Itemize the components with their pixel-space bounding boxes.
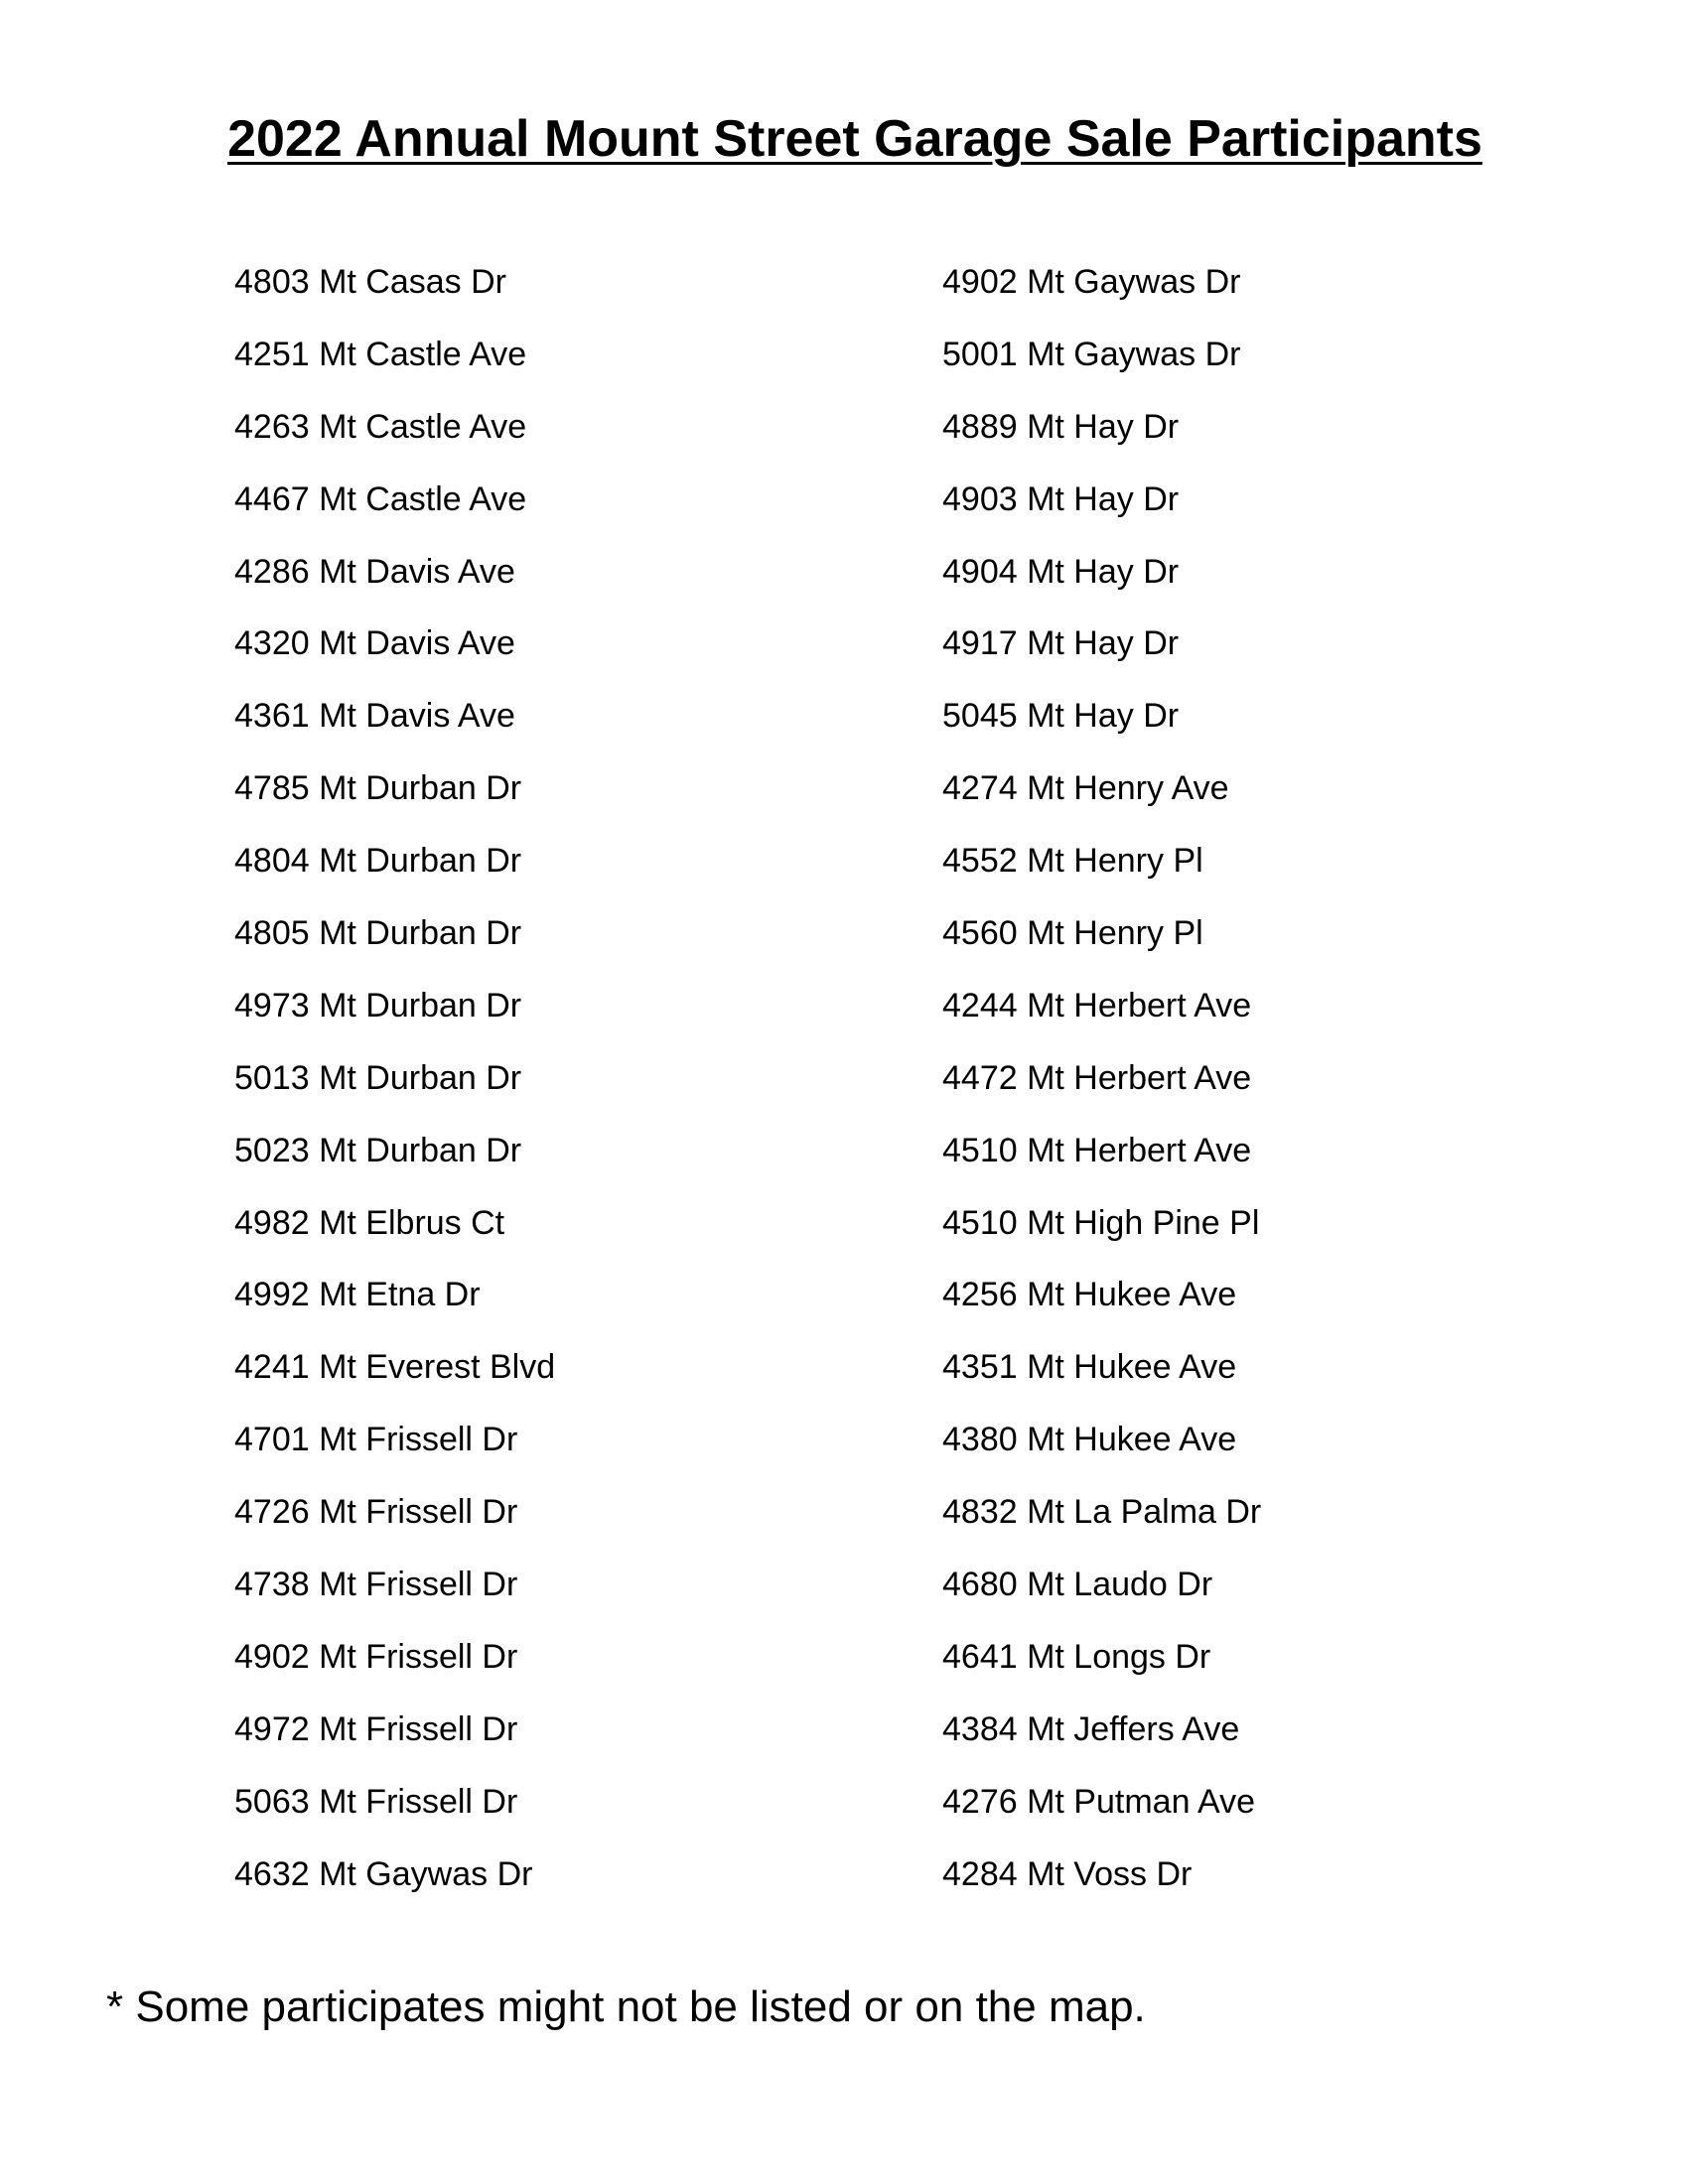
address-item: 4256 Mt Hukee Ave xyxy=(942,1276,1237,1314)
address-item: 5063 Mt Frissell Dr xyxy=(234,1782,518,1821)
address-item: 4804 Mt Durban Dr xyxy=(234,842,522,881)
address-list-right xyxy=(942,256,1261,1920)
address-item: 4917 Mt Hay Dr xyxy=(942,624,1180,663)
address-item: 4384 Mt Jeffers Ave xyxy=(942,1709,1240,1748)
footnote: * Some participates might not be listed or on the map. xyxy=(106,1982,1146,2031)
address-item: 4903 Mt Hay Dr xyxy=(942,479,1180,518)
address-item: 5013 Mt Durban Dr xyxy=(234,1058,522,1097)
address-item: 4472 Mt Herbert Ave xyxy=(942,1058,1252,1097)
address-item: 4632 Mt Gaywas Dr xyxy=(234,1854,533,1893)
address-item: 4803 Mt Casas Dr xyxy=(234,263,506,301)
address-item: 4244 Mt Herbert Ave xyxy=(942,986,1252,1024)
address-item: 4902 Mt Frissell Dr xyxy=(234,1637,518,1676)
address-item: 4832 Mt La Palma Dr xyxy=(942,1493,1262,1532)
address-item: 4510 Mt High Pine Pl xyxy=(942,1203,1260,1242)
address-item: 4992 Mt Etna Dr xyxy=(234,1276,481,1314)
address-item: 4284 Mt Voss Dr xyxy=(942,1854,1193,1893)
address-item: 4320 Mt Davis Ave xyxy=(234,624,515,663)
address-item: 4510 Mt Herbert Ave xyxy=(942,1131,1252,1169)
address-item: 4251 Mt Castle Ave xyxy=(234,335,527,373)
address-item: 4680 Mt Laudo Dr xyxy=(942,1566,1213,1604)
address-list-left xyxy=(234,256,555,1920)
address-item: 5001 Mt Gaywas Dr xyxy=(942,335,1241,373)
address-item: 4701 Mt Frissell Dr xyxy=(234,1421,518,1459)
address-item: 4726 Mt Frissell Dr xyxy=(234,1493,518,1532)
address-item: 4361 Mt Davis Ave xyxy=(234,697,515,736)
address-item: 4380 Mt Hukee Ave xyxy=(942,1421,1237,1459)
address-item: 4286 Mt Davis Ave xyxy=(234,552,515,591)
address-item: 4972 Mt Frissell Dr xyxy=(234,1709,518,1748)
address-item: 5045 Mt Hay Dr xyxy=(942,697,1180,736)
address-item: 4889 Mt Hay Dr xyxy=(942,407,1180,446)
address-item: 4982 Mt Elbrus Ct xyxy=(234,1203,505,1242)
address-item: 4973 Mt Durban Dr xyxy=(234,986,522,1024)
page-title: 2022 Annual Mount Street Garage Sale Participants xyxy=(227,110,1482,168)
address-item: 4805 Mt Durban Dr xyxy=(234,914,522,953)
address-item: 4263 Mt Castle Ave xyxy=(234,407,527,446)
address-item: 4552 Mt Henry Pl xyxy=(942,842,1203,881)
address-item: 4902 Mt Gaywas Dr xyxy=(942,263,1241,301)
address-item: 4738 Mt Frissell Dr xyxy=(234,1566,518,1604)
address-item: 5023 Mt Durban Dr xyxy=(234,1131,522,1169)
address-item: 4241 Mt Everest Blvd xyxy=(234,1348,556,1387)
address-item: 4904 Mt Hay Dr xyxy=(942,552,1180,591)
address-item: 4467 Mt Castle Ave xyxy=(234,479,527,518)
address-item: 4351 Mt Hukee Ave xyxy=(942,1348,1237,1387)
address-item: 4274 Mt Henry Ave xyxy=(942,769,1229,808)
address-item: 4641 Mt Longs Dr xyxy=(942,1637,1211,1676)
address-item: 4560 Mt Henry Pl xyxy=(942,914,1203,953)
address-item: 4785 Mt Durban Dr xyxy=(234,769,522,808)
address-item: 4276 Mt Putman Ave xyxy=(942,1782,1256,1821)
